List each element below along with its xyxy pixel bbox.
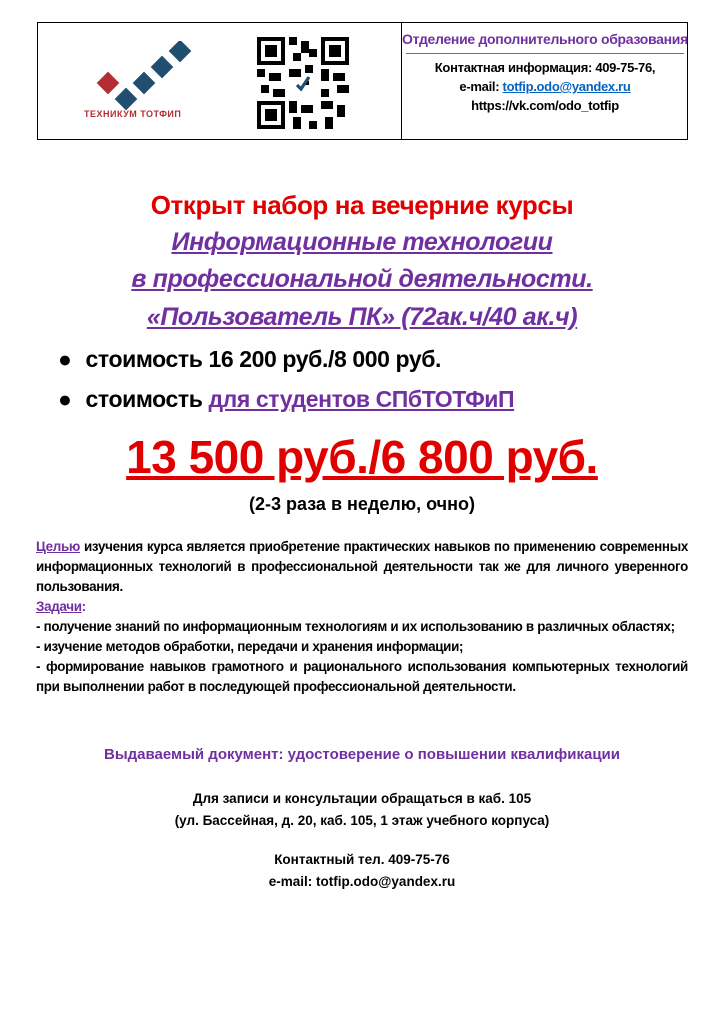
- header-rule: [406, 53, 684, 54]
- qr-code-icon[interactable]: [257, 37, 349, 129]
- enrollment-info: Для записи и консультации обращаться в каб. 105: [192, 791, 532, 806]
- tasks-label: Задачи: [36, 599, 82, 614]
- course-title-line-2: в профессиональной деятельности.: [131, 265, 593, 293]
- course-description: [36, 537, 688, 697]
- address: (ул. Бассейная, д. 20, каб. 105, 1 этаж учебного корпуса): [174, 813, 550, 828]
- bullet-student-price: [58, 386, 514, 413]
- course-title-line-3: «Пользователь ПК» (72ак.ч/40 ак.ч): [146, 303, 578, 331]
- student-price-prefix: стоимость: [85, 386, 209, 412]
- bullet-icon: ●: [58, 346, 72, 372]
- issued-document: Выдаваемый документ: удостоверение о повышении квалификации: [103, 746, 620, 763]
- bullet-icon: ●: [58, 386, 72, 412]
- header-contact-cell: [402, 23, 688, 115]
- contact-phone: Контактная информация: 409-75-76,: [434, 60, 656, 75]
- email-label: e-mail:: [459, 79, 503, 94]
- price-text: стоимость 16 200 руб./8 000 руб.: [85, 346, 442, 372]
- headline: Открыт набор на вечерние курсы: [150, 190, 574, 220]
- department-name: Отделение дополнительного образования: [402, 31, 688, 47]
- bullet-price: [58, 346, 441, 373]
- course-title-line-1: Информационные технологии: [171, 228, 553, 256]
- goal-label: Целью: [36, 539, 81, 554]
- task-item: - получение знаний по информационным технологиям и их использованию в различных областях;: [36, 619, 675, 634]
- contact-phone-footer: Контактный тел. 409-75-76: [274, 852, 450, 867]
- student-price: 13 500 руб./6 800 руб.: [126, 431, 598, 483]
- schedule: (2-3 раза в неделю, очно): [248, 494, 475, 514]
- vk-link[interactable]: https://vk.com/odo_totfip: [471, 98, 619, 113]
- tasks-heading: [36, 597, 688, 617]
- contact-email-line: [402, 77, 688, 96]
- header-box: [37, 22, 688, 140]
- task-item: - формирование навыков грамотного и рационального использования компьютерных технологий при выполнении работ в последующей профессиональной деятельности.: [36, 659, 688, 694]
- students-label: для студентов СПбТОТФиП: [208, 386, 515, 412]
- goal-text: изучения курса является приобретение практических навыков по применению современных информационных технологий в профессиональной деятельности так же для личного уверенного пользования.: [36, 539, 688, 594]
- task-item: - изучение методов обработки, передачи и хранения информации;: [36, 639, 464, 654]
- logo-text: ТЕХНИКУМ ТОТФИП: [84, 109, 182, 119]
- tasks-colon: :: [81, 599, 86, 614]
- email-link[interactable]: totfip.odo@yandex.ru: [502, 79, 631, 94]
- goal-paragraph: [36, 537, 688, 597]
- contact-email-footer: e-mail: totfip.odo@yandex.ru: [268, 874, 456, 889]
